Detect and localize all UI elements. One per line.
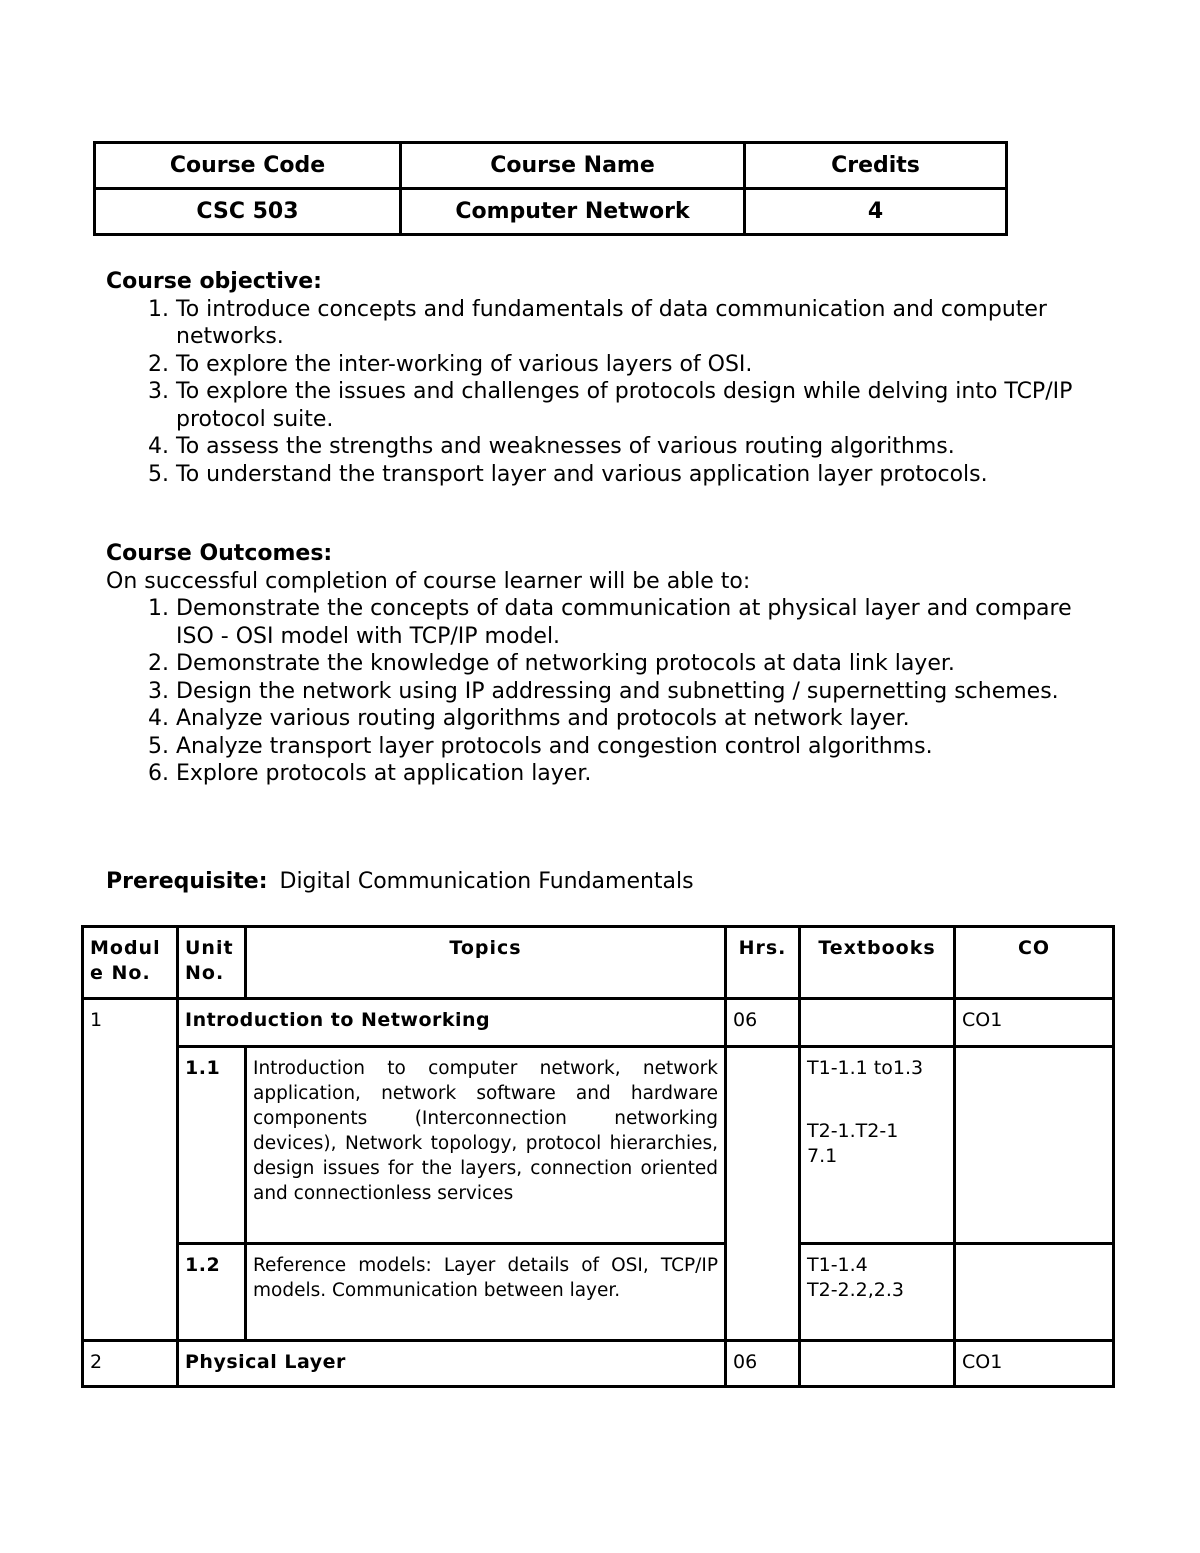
course-header-row [95,143,1007,189]
course-objective-heading: Course objective: [106,269,322,294]
unit-hrs-cell [726,1047,800,1341]
outcome-item: 6. Explore protocols at application layer. [176,760,1086,788]
module-title-cell: Physical Layer [178,1341,726,1387]
prerequisite-value: Digital Communication Fundamentals [279,869,694,894]
textbook-ref: T2-2.2,2.3 [807,1279,905,1301]
credits-value: 4 [745,189,1007,235]
module-hrs-cell: 06 [726,1341,800,1387]
module-row [83,999,1114,1047]
module-no-header: Modul e No. [83,927,178,999]
unit-co-cell [955,1244,1114,1341]
hrs-header: Hrs. [726,927,800,999]
course-name-header: Course Name [401,143,745,189]
outcomes-list [106,595,1086,788]
unit-no-cell: 1.2 [178,1244,246,1341]
module-hrs-cell: 06 [726,999,800,1047]
unit-no-cell: 1.1 [178,1047,246,1244]
textbook-ref: T1-1.1 to1.3 [807,1057,924,1079]
outcome-item: 3. Design the network using IP addressing and subnetting / supernetting schemes. [176,678,1086,706]
course-name-value: Computer Network [401,189,745,235]
outcome-item: 2. Demonstrate the knowledge of networking protocols at data link layer. [176,650,1086,678]
objective-item: 5. To understand the transport layer and various application layer protocols. [176,461,1086,489]
objective-item: 2. To explore the inter-working of various layers of OSI. [176,351,1086,379]
textbook-ref: T2-1.T2-17.1 [807,1120,899,1167]
course-objective-section [106,268,1086,488]
module-no-cell: 1 [83,999,178,1341]
module-co-cell: CO1 [955,1341,1114,1387]
syllabus-header-row [83,927,1114,999]
course-code-header: Course Code [95,143,401,189]
course-code-value: CSC 503 [95,189,401,235]
objective-item: 1. To introduce concepts and fundamentals of data communication and computer networks. [176,296,1086,351]
module-row [83,1341,1114,1387]
unit-textbook-cell [800,1047,955,1244]
course-outcomes-heading: Course Outcomes: [106,541,333,566]
unit-row [83,1244,1114,1341]
outcome-item: 4. Analyze various routing algorithms and protocols at network layer. [176,705,1086,733]
unit-no-header: Unit No. [178,927,246,999]
credits-header: Credits [745,143,1007,189]
course-value-row [95,189,1007,235]
unit-textbook-cell [800,1244,955,1341]
textbook-ref: T1-1.4 [807,1254,868,1276]
course-outcomes-section [106,540,1086,788]
textbooks-header: Textbooks [800,927,955,999]
module-no-cell: 2 [83,1341,178,1387]
outcomes-intro: On successful completion of course learner will be able to: [106,568,751,594]
module-co-cell: CO1 [955,999,1114,1047]
unit-topic-cell: Reference models: Layer details of OSI, TCP/IP models. Communication between layer. [246,1244,726,1341]
module-textbook-cell [800,1341,955,1387]
objective-list [106,296,1086,489]
outcome-item: 5. Analyze transport layer protocols and congestion control algorithms. [176,733,1086,761]
outcome-item: 1. Demonstrate the concepts of data communication at physical layer and compare ISO - OSI model with TCP/IP model. [176,595,1086,650]
module-textbook-cell [800,999,955,1047]
course-info-table [93,141,1008,236]
unit-row [83,1047,1114,1244]
unit-co-cell [955,1047,1114,1244]
co-header: CO [955,927,1114,999]
objective-item: 3. To explore the issues and challenges of protocols design while delving into TCP/IP protocol suite. [176,378,1086,433]
topics-header: Topics [246,927,726,999]
syllabus-table [81,925,1115,1388]
prerequisite-line [106,869,694,894]
module-title-cell: Introduction to Networking [178,999,726,1047]
unit-topic-cell: Introduction to computer network, network application, network software and hardware components (Interconnection networking devices), Network topology, protocol hierarchies, design issues for the layers, connection oriented and connectionless services [246,1047,726,1244]
prerequisite-label: Prerequisite: [106,869,268,894]
objective-item: 4. To assess the strengths and weaknesses of various routing algorithms. [176,433,1086,461]
